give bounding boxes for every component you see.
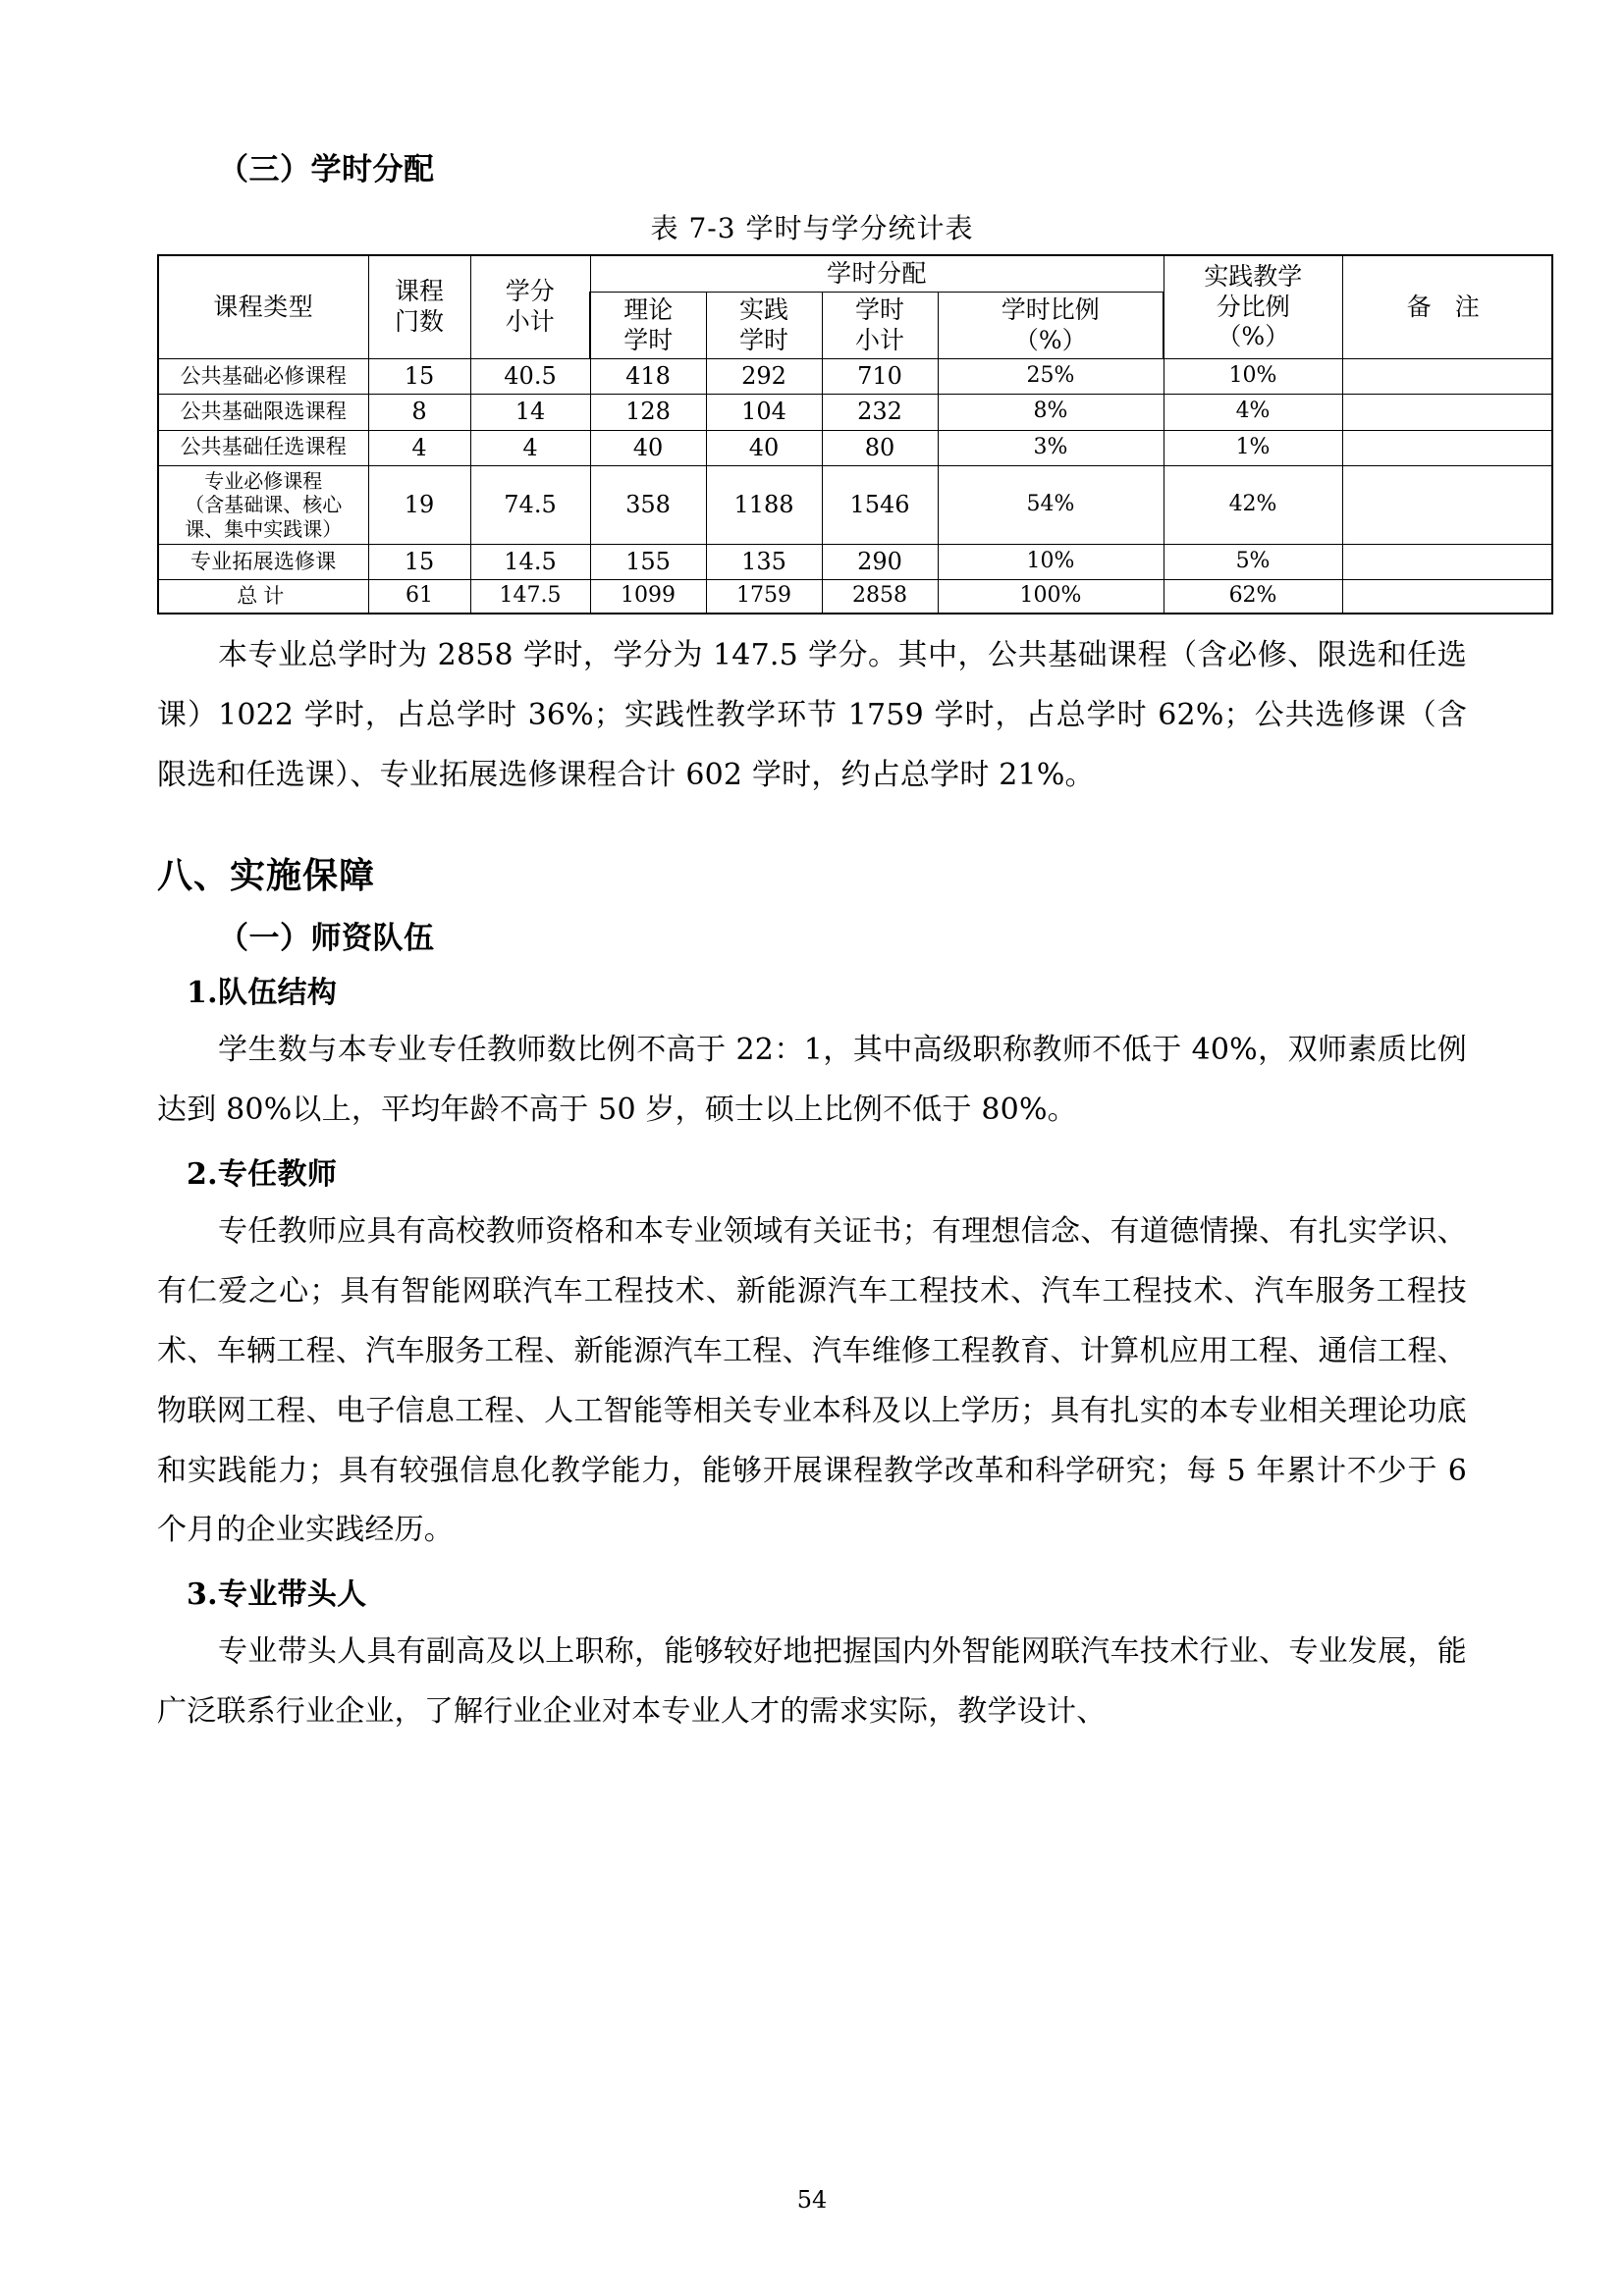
cell-course-type-line1: 专业必修课程	[204, 468, 323, 493]
header-practice-credit-ratio-line1: 实践教学	[1204, 262, 1303, 291]
cell-course-type: 公共基础限选课程	[158, 395, 368, 430]
item-heading-program-leader: 3.专业带头人	[187, 1577, 367, 1613]
header-hours-ratio	[938, 293, 1164, 359]
cell-course-type	[158, 465, 368, 544]
cell-remark	[1342, 395, 1552, 430]
cell-course-type-line2: （含基础课、核心	[185, 493, 343, 517]
header-hours-ratio-line1: 学时比例	[1001, 295, 1100, 324]
cell-remark	[1342, 465, 1552, 544]
table-row	[158, 359, 1552, 395]
header-course-count-line1: 课程	[394, 277, 444, 306]
header-practice-hours-line2: 学时	[738, 325, 788, 354]
cell-course-type-line3: 课、集中实践课）	[185, 516, 343, 541]
cell-hours-subtotal: 290	[822, 544, 938, 579]
cell-hours-ratio: 54%	[938, 465, 1164, 544]
cell-course-type: 公共基础任选课程	[158, 430, 368, 465]
subsection-heading-faculty: （一）师资队伍	[218, 920, 435, 956]
header-hours-allocation: 学时分配	[590, 255, 1164, 293]
paragraph-full-time-teachers: 专任教师应具有高校教师资格和本专业领域有关证书；有理想信念、有道德情操、有扎实学识、有仁爱之心；具有智能网联汽车工程技术、新能源汽车工程技术、汽车工程技术、汽车服务工程技术、车辆工程、汽车服务工程、新能源汽车工程、汽车维修工程教育、计算机应用工程、通信工程、物联网工程、电子信息工程、人工智能等相关专业本科及以上学历；具有扎实的本专业相关理论功底和实践能力；具有较强信息化教学能力，能够开展课程教学改革和科学研究；每 5 年累计不少于 6 个月的企业实践经历。	[157, 1214, 1467, 1548]
cell-remark	[1342, 580, 1552, 614]
cell-credits: 40.5	[470, 359, 590, 395]
header-practice-credit-ratio	[1164, 255, 1342, 359]
cell-course-count: 19	[368, 465, 470, 544]
cell-course-count: 8	[368, 395, 470, 430]
cell-hours-subtotal: 710	[822, 359, 938, 395]
cell-theory-hours: 358	[590, 465, 706, 544]
cell-practice-ratio: 1%	[1164, 430, 1342, 465]
cell-hours-subtotal: 232	[822, 395, 938, 430]
header-course-count	[368, 255, 470, 359]
cell-remark	[1342, 544, 1552, 579]
cell-credits: 4	[470, 430, 590, 465]
cell-practice-hours: 1188	[706, 465, 822, 544]
cell-theory-hours: 418	[590, 359, 706, 395]
cell-credits: 74.5	[470, 465, 590, 544]
paragraph-hours-summary: 本专业总学时为 2858 学时，学分为 147.5 学分。其中，公共基础课程（含必修、限选和任选课）1022 学时，占总学时 36%；实践性教学环节 1759 学时，占总学时 62%；公共选修课（含限选和任选课）、专业拓展选修课程合计 602 学时，约占总学时 21%。	[157, 638, 1467, 792]
cell-practice-hours: 135	[706, 544, 822, 579]
header-practice-hours-line1: 实践	[738, 295, 788, 324]
cell-hours-ratio: 100%	[938, 580, 1164, 614]
table-row	[158, 544, 1552, 579]
header-credit-subtotal-line1: 学分	[505, 277, 555, 306]
table-header-row-1	[158, 255, 1552, 293]
cell-course-count: 61	[368, 580, 470, 614]
header-practice-hours	[706, 293, 822, 359]
cell-credits: 14	[470, 395, 590, 430]
header-theory-hours	[590, 293, 706, 359]
table-row	[158, 395, 1552, 430]
cell-theory-hours: 155	[590, 544, 706, 579]
cell-theory-hours: 128	[590, 395, 706, 430]
header-credit-subtotal-line2: 小计	[505, 306, 555, 336]
cell-course-type: 总计	[158, 580, 368, 614]
item-heading-full-time-teachers: 2.专任教师	[187, 1157, 338, 1193]
cell-credits: 147.5	[470, 580, 590, 614]
table-row-total	[158, 580, 1552, 614]
cell-practice-hours: 292	[706, 359, 822, 395]
header-remark: 备 注	[1342, 255, 1552, 359]
header-theory-hours-line2: 学时	[623, 325, 674, 354]
cell-practice-hours: 104	[706, 395, 822, 430]
cell-practice-hours: 40	[706, 430, 822, 465]
cell-course-type: 专业拓展选修课	[158, 544, 368, 579]
cell-hours-subtotal: 2858	[822, 580, 938, 614]
header-theory-hours-line1: 理论	[623, 295, 674, 324]
cell-hours-subtotal: 1546	[822, 465, 938, 544]
cell-practice-ratio: 5%	[1164, 544, 1342, 579]
cell-theory-hours: 1099	[590, 580, 706, 614]
header-credit-subtotal	[470, 255, 590, 359]
cell-course-type: 公共基础必修课程	[158, 359, 368, 395]
cell-hours-ratio: 8%	[938, 395, 1164, 430]
hours-credits-statistics-table	[157, 254, 1553, 615]
paragraph-team-structure: 学生数与本专业专任教师数比例不高于 22：1，其中高级职称教师不低于 40%，双师素质比例达到 80%以上，平均年龄不高于 50 岁，硕士以上比例不低于 80%。	[157, 1033, 1467, 1128]
header-hours-ratio-line2: （%）	[1013, 325, 1087, 354]
table-row	[158, 430, 1552, 465]
cell-remark	[1342, 430, 1552, 465]
header-hours-subtotal-line2: 小计	[854, 325, 904, 354]
header-hours-subtotal-line1: 学时	[854, 295, 904, 324]
cell-course-count: 15	[368, 544, 470, 579]
page-number: 54	[796, 2186, 828, 2214]
cell-practice-hours: 1759	[706, 580, 822, 614]
cell-theory-hours: 40	[590, 430, 706, 465]
header-practice-credit-ratio-line3: （%）	[1217, 322, 1290, 350]
paragraph-program-leader: 专业带头人具有副高及以上职称，能够较好地把握国内外智能网联汽车技术行业、专业发展，能广泛联系行业企业，了解行业企业对本专业人才的需求实际，教学设计、	[157, 1634, 1467, 1730]
header-course-count-line2: 门数	[394, 306, 444, 336]
header-course-type: 课程类型	[158, 255, 368, 359]
table-caption: 表 7-3 学时与学分统计表	[650, 211, 974, 244]
section-heading-hours-allocation: （三）学时分配	[218, 152, 435, 187]
header-practice-credit-ratio-line2: 分比例	[1216, 292, 1290, 321]
cell-hours-ratio: 3%	[938, 430, 1164, 465]
cell-credits: 14.5	[470, 544, 590, 579]
cell-hours-ratio: 25%	[938, 359, 1164, 395]
cell-hours-ratio: 10%	[938, 544, 1164, 579]
cell-practice-ratio: 42%	[1164, 465, 1342, 544]
cell-practice-ratio: 62%	[1164, 580, 1342, 614]
cell-course-count: 4	[368, 430, 470, 465]
cell-practice-ratio: 10%	[1164, 359, 1342, 395]
header-hours-subtotal	[822, 293, 938, 359]
section-heading-eight: 八、实施保障	[157, 854, 376, 896]
item-heading-team-structure: 1.队伍结构	[187, 976, 338, 1011]
cell-practice-ratio: 4%	[1164, 395, 1342, 430]
table-row	[158, 465, 1552, 544]
cell-remark	[1342, 359, 1552, 395]
cell-course-count: 15	[368, 359, 470, 395]
cell-hours-subtotal: 80	[822, 430, 938, 465]
